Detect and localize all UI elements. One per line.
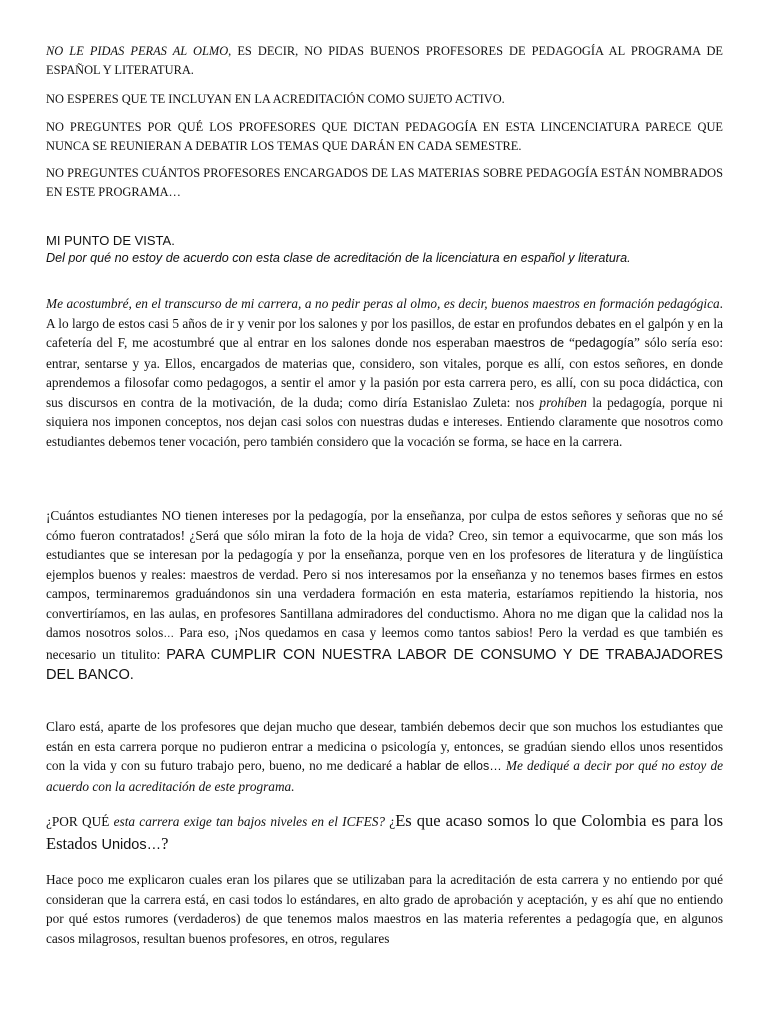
paragraph-text: Claro está, aparte de los profesores que dejan mucho que desear, también debemos decir que son muchos los estudiantes que están en esta carrera porque no pudieron entrar a medicina o psicología y, entonces, se gradúan siendo ellos unos resentidos con la vida y con su futuro trabajo pero, bueno, no me dedicaré a [46,719,723,773]
paragraph-no-preguntes-por-que: NO PREGUNTES POR QUÉ LOS PROFESORES QUE DICTAN PEDAGOGÍA EN ESTA LINCENCIATURA PARECE QUE NUNCA SE REUNIERAN A DEBATIR LOS TEMAS QUE DARÁN EN CADA SEMESTRE. [46,120,723,153]
paragraph-large-text: ? [161,834,169,853]
paragraph-lead-italic: NO LE PIDAS PERAS AL OLMO [46,44,229,58]
paragraph-italic: Me acostumbré, en el transcurso de mi carrera, a no pedir peras al olmo, es decir, buenos maestros en formación pedagógica [46,296,720,311]
paragraph-sans: Unidos… [101,837,162,853]
paragraph-sans: hablar de ellos… [406,759,502,773]
paragraph-text: Para eso, ¡Nos quedamos en casa y leemos como tantos sabios! Pero la verdad es que también es necesario un titulito: [46,625,723,662]
paragraph-text: ¿ [385,814,396,829]
paragraph-cuantos-estudiantes [46,506,723,686]
paragraph-no-preguntes-cuantos [46,164,723,201]
paragraph-italic: esta carrera exige tan bajos niveles en el ICFES? [113,814,386,829]
paragraph-text: “ [564,335,575,350]
paragraph-text: NO PREGUNTES CUÁNTOS PROFESORES ENCARGADOS DE LAS MATERIAS SOBRE PEDAGOGÍA ESTÁN NOMBRADOS EN ESTE PROGRAMA… [46,166,723,199]
paragraph-text: ” sólo sería eso: entrar, sentarse y ya. Ellos, encargados de materias que, considero, son vitales, porque es allí, con estos señores, en donde aprendemos a filosofar como pedagogos, a sentir el amor y la pasión por esta carrera pero, es allí, con su poca didáctica, con sus discursos en contra de la motivación, de la duda; como diría Estanislao Zuleta: nos [46,335,724,410]
section-subheading: Del por qué no estoy de acuerdo con esta clase de acreditación de la licenciatura en español y literatura. [46,251,631,265]
paragraph-acostumbre [46,294,723,451]
paragraph-caps: PARA CUMPLIR CON NUESTRA LABOR DE CONSUMO Y DE TRABAJADORES DEL BANCO. [46,646,723,683]
paragraph-text: ¿POR QUÉ [46,814,114,829]
paragraph-por-que [46,810,723,856]
paragraph-sans: pedagogía [574,336,634,350]
paragraph-claro-esta [46,717,723,796]
paragraph-no-le-pidas [46,42,723,79]
paragraph-text: la pedagogía, porque ni siquiera nos imponen conceptos, nos dejan casi solos con nuestras dudas e intereses. Entiendo claramente que nosotros como estudiantes debemos tener vocación, pero también considero que la vocación se forma, se hace en la carrera. [46,394,723,449]
paragraph-sans: … [163,628,175,640]
paragraph-italic: Me dediqué a decir por qué no estoy de acuerdo con la acreditación de este programa. [46,758,724,794]
paragraph-text: , ES DECIR, NO PIDAS BUENOS PROFESORES DE PEDAGOGÍA AL PROGRAMA DE ESPAÑOL Y LITERATURA. [46,44,723,77]
paragraph-italic: prohíben [539,394,587,410]
paragraph-no-esperes: NO ESPERES QUE TE INCLUYAN EN LA ACREDITACIÓN COMO SUJETO ACTIVO. [46,92,505,106]
paragraph-sans: maestros de [493,336,565,350]
section-heading: MI PUNTO DE VISTA. [46,233,175,248]
paragraph-large-text: Es que acaso somos lo que Colombia es para los Estados [46,811,724,853]
paragraph-hace-poco: Hace poco me explicaron cuales eran los pilares que se utilizaban para la acreditación de esta carrera y no entiendo por qué consideran que la carrera está, en casi todos lo estándares, en alto grado de aprobación y aceptación, y es ahí que no entiendo por qué estos rumores (verdaderos) de que tenemos malos maestros en las materia referentes a pedagogía que, en algunos casos milagrosos, resultan buenos profesores, en otros, regulares [46,872,723,946]
paragraph-text: . A lo largo de estos casi 5 años de ir y venir por los salones y por los pasillos, de estar en profundos debates en el galpón y en la cafetería del F, me acostumbré que al entrar en los salones donde nos esperaban [46,296,723,350]
paragraph-text: ¡Cuántos estudiantes NO tienen intereses por la pedagogía, por la enseñanza, por culpa de estos señores y señoras que no sé cómo fueron contratados! ¿Será que sólo miran la foto de la hoja de vida? Creo, sin temor a equivocarme, que son más los estudiantes que se interesan por la pedagogía y por la enseñanza, porque ven en los profesores de literatura y de lingüística ejemplos buenos y reales: maestros de verdad. Pero si nos interesamos por la enseñanza y no tenemos bases firmes en estos campos, terminaremos graduándonos sin una verdadera formación en esta materia, estaríamos repitiendo la historia, nos convertiríamos, en las aulas, en profesores Santillana admiradores del conductismo. Ahora no me digan que la calidad nos la damos nosotros solos [46,508,723,640]
